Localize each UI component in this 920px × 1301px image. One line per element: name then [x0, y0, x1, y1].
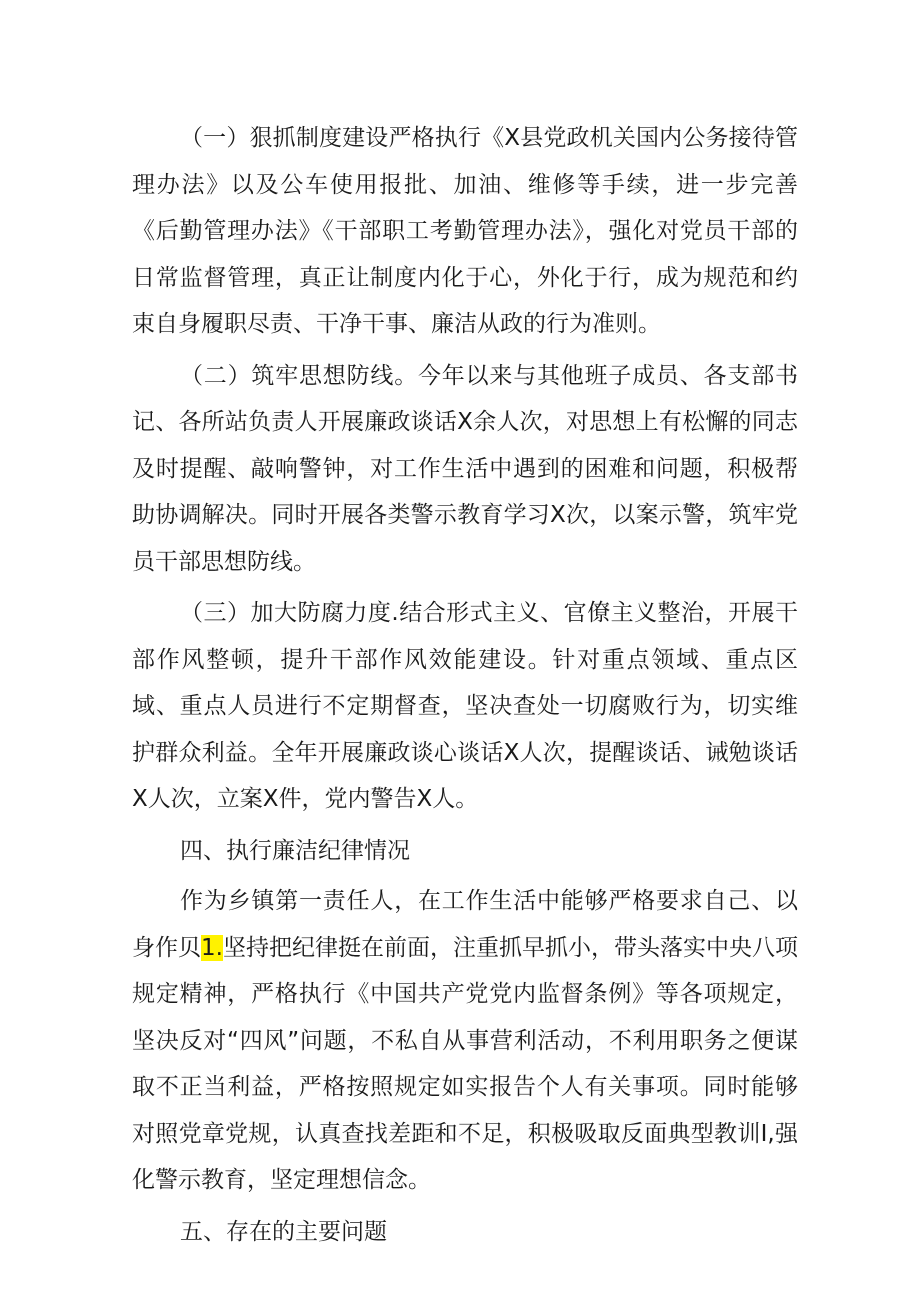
text-segment-after-mark: 坚持把纪律挺在前面，注重抓早抓小，带头落实中央八项规定精神，严格执行《中国共产党党内监督条例》等各项规定，坚决反对“四风”问题，不私自从事营利活动，不利用职务之便谋取不正当利益，严格按照规定如实报告个人有关事项。同时能够对照党章党规，认真查找差距和不足，积极吸取反面典型教训I,强化警示教育，坚定理想信念。: [132, 934, 799, 1193]
paragraph-anti-corruption: （三）加大防腐力度.结合形式主义、官僚主义整治，开展干部作风整顿，提升干部作风效能建设。针对重点领域、重点区域、重点人员进行不定期督查，坚决查处一切腐败行为，切实维护群众利益。全年开展廉政谈心谈话X人次，提醒谈话、诫勉谈话X人次，立案X件，党内警告X人。: [132, 600, 798, 812]
paragraph-integrity-discipline: [132, 878, 798, 1204]
highlighted-mark: 1.: [201, 934, 223, 961]
section-heading-integrity-discipline: 四、执行廉洁纪律情况: [180, 837, 410, 864]
text-segment-before-mark: 作为乡镇第一责任人，在工作生活中能够严格要求自己、以身作贝: [132, 888, 798, 961]
paragraph-ideological-defense: （二）筑牢思想防线。今年以来与其他班子成员、各支部书记、各所站负责人开展廉政谈话X余人次，对思想上有松懈的同志及时提醒、敲响警钟，对工作生活中遇到的困难和问题，积极帮助协调解决。同时开展各类警示教育学习X次，以案示警，筑牢党员干部思想防线。: [132, 362, 798, 575]
paragraph-system-building: （一）狠抓制度建设严格执行《X县党政机关国内公务接待管理办法》以及公车使用报批、加油、维修等手续，进一步完善《后勤管理办法》《干部职工考勤管理办法》，强化对党员干部的日常监督管理，真正让制度内化于心，外化于行，成为规范和约束自身履职尽责、干净干事、廉洁从政的行为准则。: [132, 125, 798, 337]
section-heading-main-problems: 五、存在的主要问题: [180, 1218, 387, 1245]
